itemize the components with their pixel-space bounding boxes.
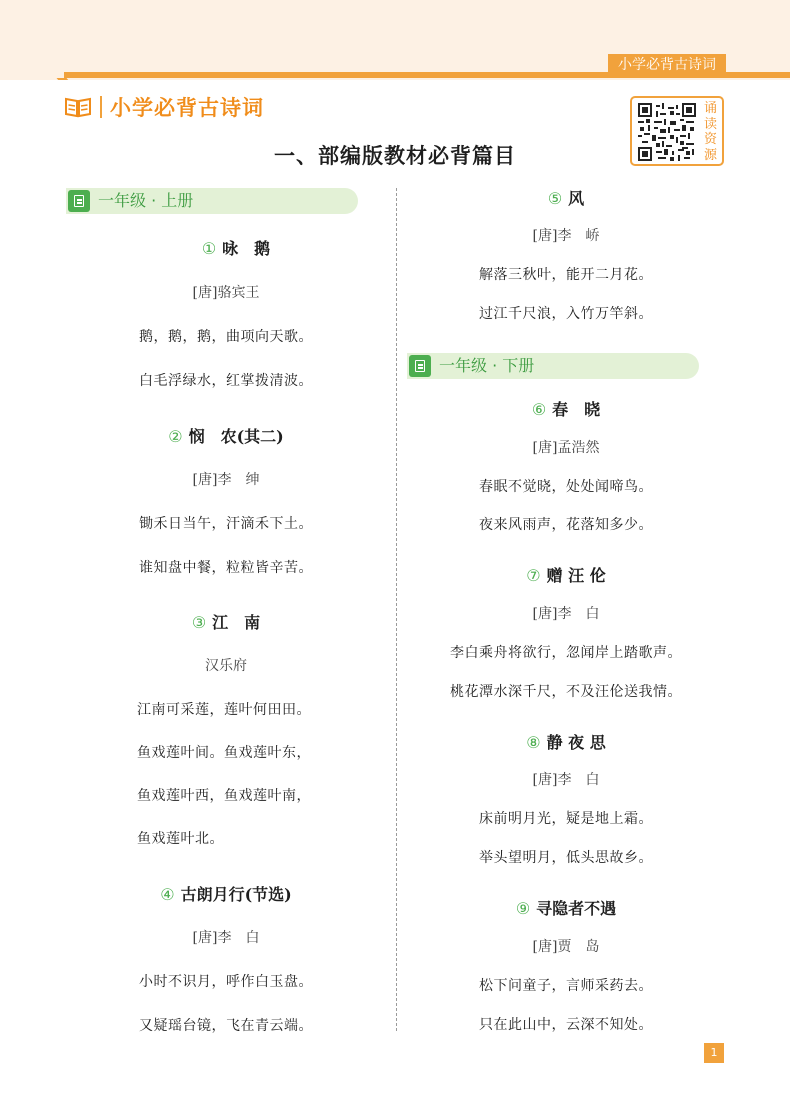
grade-label: 一年级 · 上册 <box>98 191 194 210</box>
poem-line: 只在此山中，云深不知处。 <box>479 1017 653 1033</box>
poem-line: 解落三秋叶，能开二月花。 <box>479 267 653 283</box>
poem-title <box>396 563 736 586</box>
brand <box>64 92 264 122</box>
poem-title <box>396 896 736 919</box>
poem-line: 春眠不觉晓，处处闻啼鸟。 <box>479 479 653 495</box>
notebook-icon <box>409 355 431 377</box>
poem-number: ⑥ <box>531 400 547 419</box>
header-tag: 小学必背古诗词 <box>608 54 726 76</box>
book-icon <box>64 96 92 118</box>
poem-line: 夜来风雨声，花落知多少。 <box>479 517 653 533</box>
poem-title <box>396 186 736 209</box>
poem-line: 床前明月光，疑是地上霜。 <box>479 811 653 827</box>
grade-header-1b <box>407 353 699 379</box>
poem-author: [唐]贾 岛 <box>532 939 600 955</box>
poem-number: ② <box>168 427 183 446</box>
brand-title: 小学必背古诗词 <box>110 95 264 120</box>
poem-number: ④ <box>160 885 175 904</box>
poem-line: 白毛浮绿水，红掌拨清波。 <box>139 373 313 389</box>
poem-author: 汉乐府 <box>205 658 247 674</box>
poem-title-text: 江 南 <box>212 613 261 632</box>
poem-author: [唐]李 白 <box>532 772 600 788</box>
poem-title <box>56 424 396 447</box>
poem-title <box>56 882 396 905</box>
poem-author: [唐]孟浩然 <box>532 440 600 456</box>
poem-title <box>396 397 736 420</box>
poem-author: [唐]李 白 <box>532 606 600 622</box>
poem-title-text: 悯 农(其二) <box>188 427 284 446</box>
grade-header-1a <box>66 188 358 214</box>
poem-number: ⑦ <box>526 566 541 585</box>
poem-author: [唐]李 绅 <box>192 472 260 488</box>
poem-line: 松下问童子，言师采药去。 <box>479 978 653 994</box>
notebook-icon <box>68 190 90 212</box>
poem-number: ① <box>201 239 217 258</box>
poem-line: 鱼戏莲叶间。鱼戏莲叶东， <box>137 745 311 761</box>
poem-line: 鱼戏莲叶北。 <box>137 831 224 847</box>
poem-line: 江南可采莲，莲叶何田田。 <box>137 702 311 718</box>
poem-number: ③ <box>191 613 207 632</box>
poem-title-text: 咏 鹅 <box>222 239 271 258</box>
poem-line: 桃花潭水深千尺，不及汪伦送我情。 <box>450 684 682 700</box>
qr-code-box[interactable] <box>630 96 724 166</box>
poem-title-text: 寻隐者不遇 <box>536 899 617 918</box>
poem-title-text: 风 <box>568 189 585 208</box>
poem-line: 过江千尺浪，入竹万竿斜。 <box>479 306 653 322</box>
poem-line: 谁知盘中餐，粒粒皆辛苦。 <box>139 560 313 576</box>
poem-title-text: 古朗月行(节选) <box>180 885 292 904</box>
poem-title <box>66 236 406 259</box>
poem-line: 又疑瑶台镜，飞在青云端。 <box>139 1018 313 1034</box>
poem-title <box>56 610 396 633</box>
poem-number: ⑧ <box>526 733 541 752</box>
poem-author: [唐]李 白 <box>192 930 260 946</box>
poem-line: 鱼戏莲叶西，鱼戏莲叶南， <box>137 788 311 804</box>
poem-line: 李白乘舟将欲行，忽闻岸上踏歌声。 <box>450 645 682 661</box>
poem-line: 小时不识月，呼作白玉盘。 <box>139 974 313 990</box>
poem-number: ⑨ <box>515 899 531 918</box>
poem-title-text: 静 夜 思 <box>546 733 606 752</box>
qr-code-icon <box>638 103 696 161</box>
poem-title-text: 赠 汪 伦 <box>546 566 606 585</box>
poem-line: 鹅，鹅，鹅，曲项向天歌。 <box>139 329 313 345</box>
poem-title-text: 春 晓 <box>552 400 601 419</box>
qr-label: 诵读资源 <box>704 101 718 163</box>
poem-author: [唐]骆宾王 <box>192 285 260 301</box>
poem-line: 锄禾日当午，汗滴禾下土。 <box>139 516 313 532</box>
grade-label: 一年级 · 下册 <box>439 356 535 375</box>
poem-author: [唐]李 峤 <box>532 228 600 244</box>
page-number: 1 <box>704 1043 724 1063</box>
poem-number: ⑤ <box>547 189 563 208</box>
brand-separator <box>100 96 102 118</box>
poem-title <box>396 730 736 753</box>
poem-line: 举头望明月，低头思故乡。 <box>479 850 653 866</box>
page-title: 一、部编版教材必背篇目 <box>274 143 516 168</box>
